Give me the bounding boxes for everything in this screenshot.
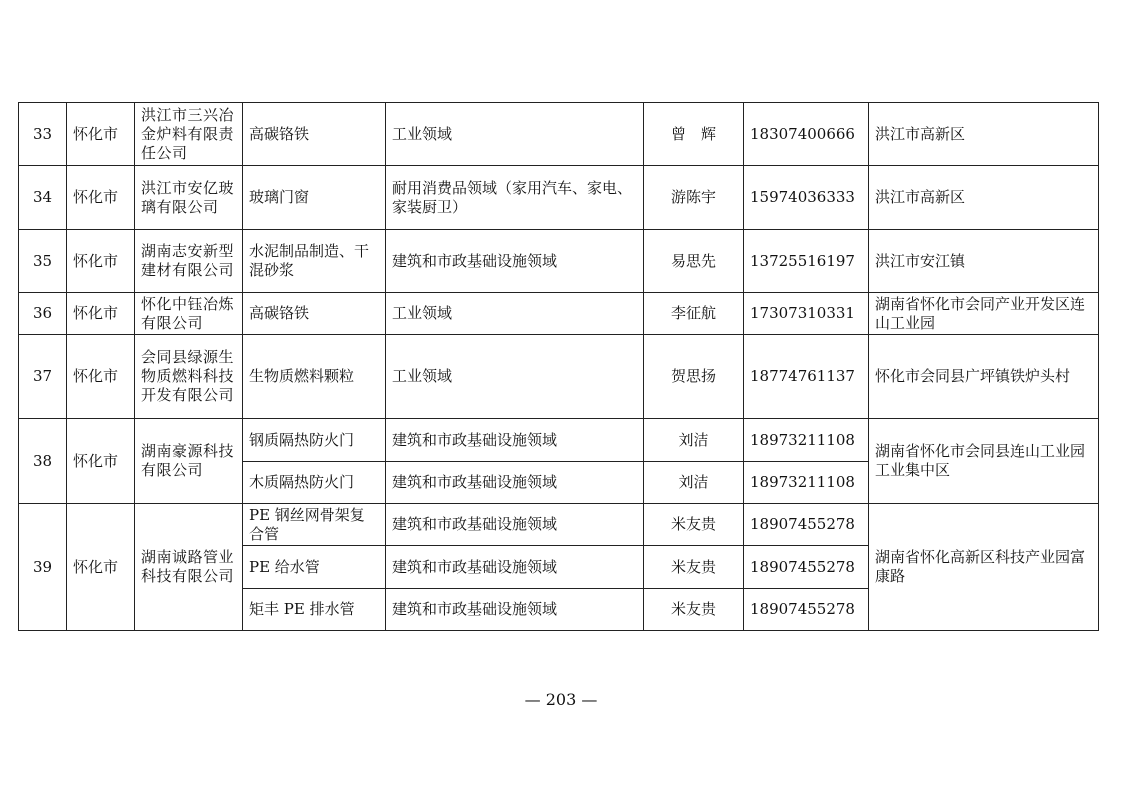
phone-cell: 18907455278 [744, 546, 869, 589]
row-number: 33 [19, 103, 67, 166]
product-cell: 玻璃门窗 [243, 166, 386, 230]
product-cell: PE 钢丝网骨架复合管 [243, 504, 386, 546]
address-cell: 怀化市会同县广坪镇铁炉头村 [869, 335, 1099, 419]
table-row [19, 230, 1099, 293]
contact-cell: 米友贵 [644, 589, 744, 631]
row-number: 39 [19, 504, 67, 631]
city-cell: 怀化市 [67, 230, 135, 293]
field-cell: 建筑和市政基础设施领域 [386, 546, 644, 589]
row-number: 35 [19, 230, 67, 293]
company-cell: 湖南志安新型建材有限公司 [135, 230, 243, 293]
contact-cell: 米友贵 [644, 504, 744, 546]
table-row [19, 504, 1099, 546]
product-cell: PE 给水管 [243, 546, 386, 589]
row-number: 38 [19, 419, 67, 504]
contact-cell: 李征航 [644, 293, 744, 335]
table-row [19, 419, 1099, 462]
product-cell: 生物质燃料颗粒 [243, 335, 386, 419]
field-cell: 建筑和市政基础设施领域 [386, 462, 644, 504]
address-cell: 湖南省怀化高新区科技产业园富康路 [869, 504, 1099, 631]
product-cell: 水泥制品制造、干混砂浆 [243, 230, 386, 293]
phone-cell: 18973211108 [744, 462, 869, 504]
table-row [19, 103, 1099, 166]
address-cell: 湖南省怀化市会同产业开发区连山工业园 [869, 293, 1099, 335]
city-cell: 怀化市 [67, 504, 135, 631]
company-cell: 洪江市三兴冶金炉料有限责任公司 [135, 103, 243, 166]
phone-cell: 13725516197 [744, 230, 869, 293]
enterprise-table [18, 102, 1099, 631]
product-cell: 高碳铬铁 [243, 103, 386, 166]
address-cell: 洪江市安江镇 [869, 230, 1099, 293]
field-cell: 建筑和市政基础设施领域 [386, 504, 644, 546]
row-number: 34 [19, 166, 67, 230]
contact-cell: 刘洁 [644, 462, 744, 504]
contact-cell: 米友贵 [644, 546, 744, 589]
field-cell: 工业领域 [386, 293, 644, 335]
product-cell: 高碳铬铁 [243, 293, 386, 335]
contact-cell: 贺思扬 [644, 335, 744, 419]
city-cell: 怀化市 [67, 166, 135, 230]
phone-cell: 18973211108 [744, 419, 869, 462]
city-cell: 怀化市 [67, 103, 135, 166]
product-cell: 钢质隔热防火门 [243, 419, 386, 462]
company-cell: 会同县绿源生物质燃料科技开发有限公司 [135, 335, 243, 419]
row-number: 37 [19, 335, 67, 419]
table-row [19, 335, 1099, 419]
phone-cell: 17307310331 [744, 293, 869, 335]
product-cell: 木质隔热防火门 [243, 462, 386, 504]
contact-cell: 易思先 [644, 230, 744, 293]
city-cell: 怀化市 [67, 335, 135, 419]
company-cell: 湖南豪源科技有限公司 [135, 419, 243, 504]
phone-cell: 15974036333 [744, 166, 869, 230]
table-row [19, 293, 1099, 335]
field-cell: 耐用消费品领域（家用汽车、家电、家装厨卫） [386, 166, 644, 230]
phone-cell: 18907455278 [744, 504, 869, 546]
field-cell: 工业领域 [386, 103, 644, 166]
field-cell: 建筑和市政基础设施领域 [386, 419, 644, 462]
field-cell: 工业领域 [386, 335, 644, 419]
phone-cell: 18774761137 [744, 335, 869, 419]
table-row [19, 166, 1099, 230]
address-cell: 洪江市高新区 [869, 166, 1099, 230]
contact-cell: 刘洁 [644, 419, 744, 462]
field-cell: 建筑和市政基础设施领域 [386, 230, 644, 293]
company-cell: 湖南诚路管业科技有限公司 [135, 504, 243, 631]
field-cell: 建筑和市政基础设施领域 [386, 589, 644, 631]
city-cell: 怀化市 [67, 293, 135, 335]
address-cell: 湖南省怀化市会同县连山工业园工业集中区 [869, 419, 1099, 504]
page-number: — 203 — [524, 690, 598, 709]
city-cell: 怀化市 [67, 419, 135, 504]
phone-cell: 18907455278 [744, 589, 869, 631]
phone-cell: 18307400666 [744, 103, 869, 166]
contact-cell: 曾 辉 [644, 103, 744, 166]
product-cell: 矩丰 PE 排水管 [243, 589, 386, 631]
contact-cell: 游陈宇 [644, 166, 744, 230]
company-cell: 洪江市安亿玻璃有限公司 [135, 166, 243, 230]
row-number: 36 [19, 293, 67, 335]
address-cell: 洪江市高新区 [869, 103, 1099, 166]
company-cell: 怀化中钰冶炼有限公司 [135, 293, 243, 335]
